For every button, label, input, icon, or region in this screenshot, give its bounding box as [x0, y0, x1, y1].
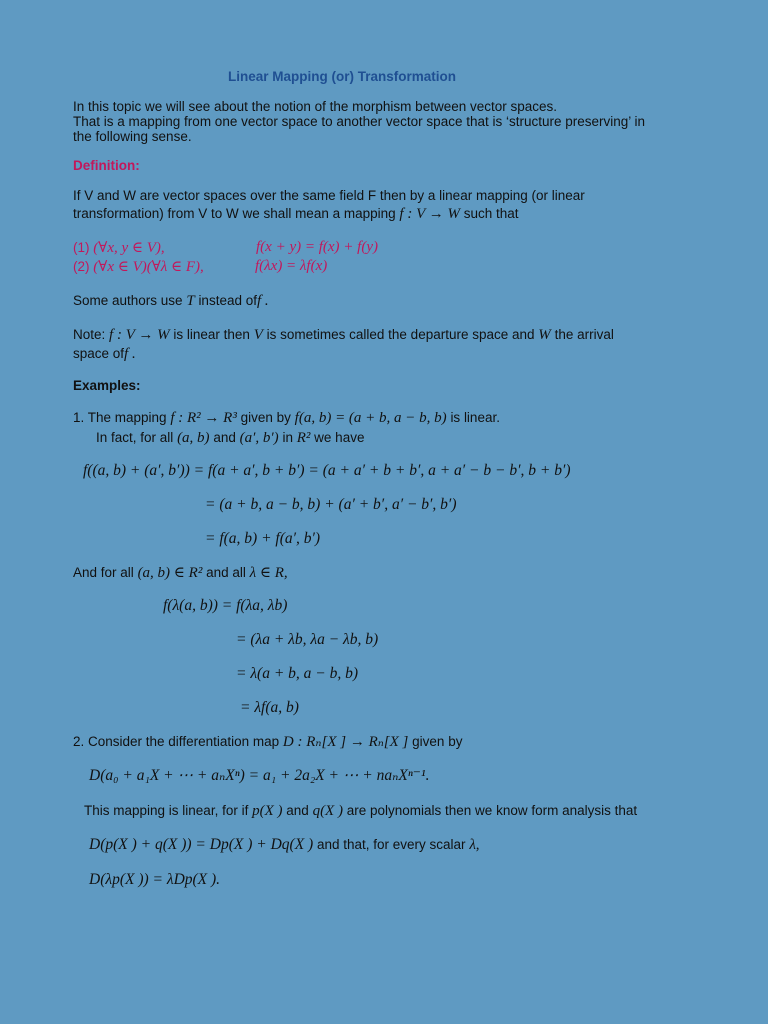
ex1-math-4: (a′, b′) — [239, 430, 279, 446]
authors-math-2: f . — [256, 293, 269, 309]
note-text-3: is sometimes called the departure space and — [266, 327, 535, 342]
ex1-equation-4: f(λ(a, b)) = f(λa, λb) — [163, 597, 288, 614]
definition-line-2-end: such that — [463, 206, 519, 221]
ex1-equation-3: = f(a, b) + f(a′, b′) — [205, 530, 321, 547]
definition-line-1: If V and W are vector spaces over the same field F then by a linear mapping (or linear — [73, 188, 585, 203]
ex2-math-4: λ, — [469, 837, 480, 853]
ex1-math-6: (a, b) ∈ R² — [137, 565, 203, 581]
ex1-equation-1: f((a, b) + (a′, b′)) = f(a + a′, b + b′) = (a + a′ + b + b′, a + a′ − b − b′, b + b′) — [83, 462, 571, 479]
ex2-text-2: given by — [412, 734, 463, 749]
example-2-line-1 — [73, 732, 462, 752]
intro-line-1: In this topic we will see about the notion of the morphism between vector spaces. — [73, 99, 558, 114]
ex1-equation-5: = (λa + λb, λa − λb, b) — [236, 631, 379, 648]
authors-text-2: instead of — [198, 293, 257, 308]
example-2-line-2 — [84, 801, 637, 821]
note-math-1: f : V → W — [109, 327, 170, 343]
note-line-2-math: f . — [124, 346, 136, 362]
note-line-2 — [73, 344, 136, 364]
ex1-text-6: in — [282, 430, 293, 445]
condition-1 — [73, 238, 165, 258]
authors-note — [73, 291, 269, 311]
note-math-2: V — [253, 327, 263, 343]
ex2-text-3: This mapping is linear, for if — [84, 803, 249, 818]
ex1-math-7: λ ∈ R, — [249, 565, 288, 581]
condition-1-label: (1) — [73, 240, 90, 255]
ex1-equation-6: = λ(a + b, a − b, b) — [236, 665, 359, 682]
note-text-4: the arrival — [554, 327, 614, 342]
ex1-math-3: (a, b) — [177, 430, 210, 446]
ex1-text-1: 1. The mapping — [73, 410, 167, 425]
definition-line-2-text: transformation) from V to W we shall mean a mapping — [73, 206, 396, 221]
ex1-text-2: given by — [240, 410, 291, 425]
ex2-text-1: 2. Consider the differentiation map — [73, 734, 280, 749]
ex1-text-9: and all — [206, 565, 246, 580]
ex2-text-5: are polynomials then we know form analysis that — [346, 803, 638, 818]
definition-heading: Definition: — [73, 158, 140, 173]
note-line-2-text: space of — [73, 346, 125, 361]
ex2-text-6: and that, for every scalar — [316, 837, 466, 852]
note-math-3: W — [538, 327, 551, 343]
intro-line-2: That is a mapping from one vector space to another vector space that is ‘structure preserving’ in — [73, 114, 646, 129]
ex2-text-4: and — [286, 803, 309, 818]
authors-math-1: T — [186, 293, 195, 309]
note-text-2: is linear then — [173, 327, 250, 342]
note-line-1 — [73, 325, 614, 345]
ex2-math-2: p(X ) — [252, 803, 283, 819]
example-1-scalar-line — [73, 563, 288, 583]
ex1-math-5: R² — [296, 430, 311, 446]
ex1-text-8: And for all — [73, 565, 134, 580]
condition-2-equation: f(λx) = λf(x) — [255, 258, 328, 274]
authors-text-1: Some authors use — [73, 293, 183, 308]
condition-1-equation: f(x + y) = f(x) + f(y) — [256, 239, 378, 255]
condition-2-quantifier: (∀x ∈ V)(∀λ ∈ F), — [93, 259, 204, 275]
condition-2-label: (2) — [73, 259, 90, 274]
intro-line-3: the following sense. — [73, 129, 192, 144]
ex2-equation-1: D(a₀ + a₁X + ⋯ + aₙXⁿ) = a₁ + 2a₂X + ⋯ + naₙXⁿ⁻¹. — [89, 767, 430, 784]
condition-2 — [73, 257, 204, 277]
ex2-math-3: q(X ) — [312, 803, 343, 819]
examples-heading: Examples: — [73, 378, 141, 393]
ex1-equation-7: = λf(a, b) — [240, 699, 299, 716]
definition-mapping-math: f : V → W — [399, 206, 460, 222]
example-1-line-2 — [96, 428, 364, 448]
ex1-text-5: and — [213, 430, 236, 445]
ex1-math-1: f : R² → R³ — [170, 410, 237, 426]
note-text-1: Note: — [73, 327, 106, 342]
ex2-equation-2: D(p(X ) + q(X )) = Dp(X ) + Dq(X ) — [89, 836, 314, 853]
ex1-text-4: In fact, for all — [96, 430, 174, 445]
condition-1-quantifier: (∀x, y ∈ V), — [93, 240, 165, 256]
example-2-line-3 — [89, 835, 480, 855]
ex1-equation-2: = (a + b, a − b, b) + (a′ + b′, a′ − b′, b′) — [205, 496, 457, 513]
ex1-math-2: f(a, b) = (a + b, a − b, b) — [294, 410, 447, 426]
example-1-line-1 — [73, 408, 500, 428]
page-title: Linear Mapping (or) Transformation — [228, 69, 457, 84]
ex2-math-1: D : Rₙ[X ] → Rₙ[X ] — [282, 734, 409, 750]
ex1-text-3: is linear. — [450, 410, 500, 425]
ex2-equation-3: D(λp(X )) = λDp(X ). — [89, 871, 221, 888]
ex1-text-7: we have — [314, 430, 365, 445]
definition-line-2 — [73, 204, 519, 224]
